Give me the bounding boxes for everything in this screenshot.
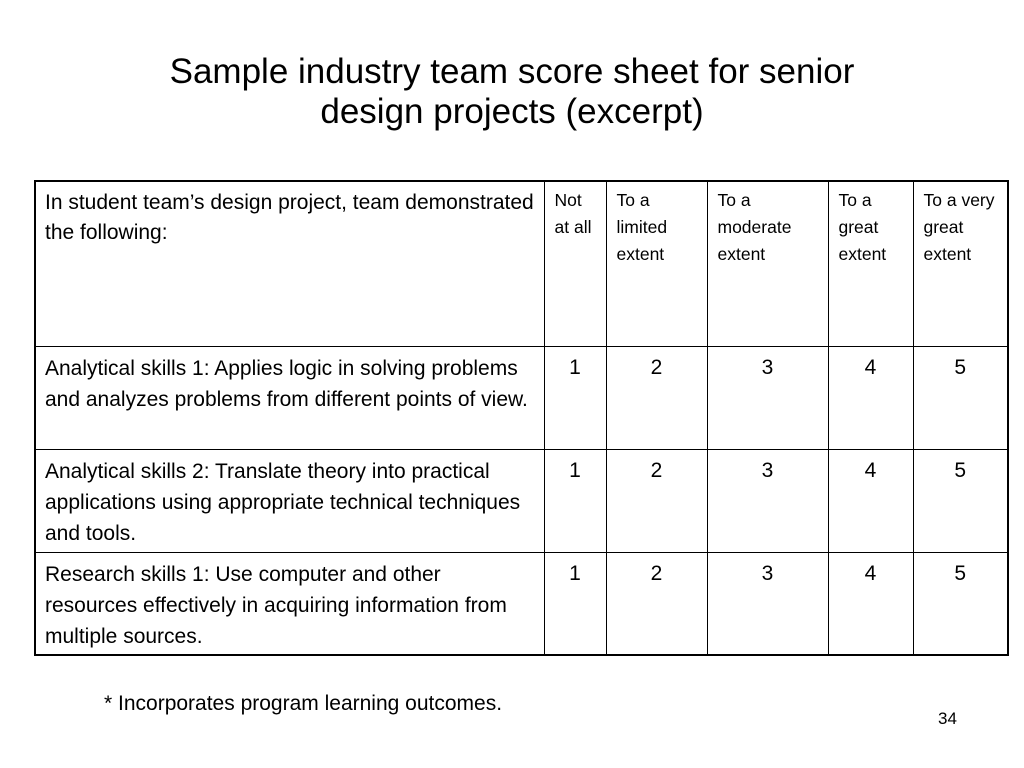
table-row <box>35 552 1008 655</box>
score-cell: 1 <box>544 449 606 552</box>
score-cell: 2 <box>606 449 707 552</box>
scale-header-very-great: To a very great extent <box>913 181 1008 346</box>
criterion-cell: Analytical skills 1: Applies logic in solving problems and analyzes problems from different points of view. <box>35 346 544 449</box>
score-cell: 4 <box>828 346 913 449</box>
criterion-header: In student team’s design project, team demonstrated the following: <box>35 181 544 346</box>
slide-title-line-1: Sample industry team score sheet for senior <box>169 52 855 91</box>
score-cell: 2 <box>606 346 707 449</box>
score-cell: 4 <box>828 552 913 655</box>
slide-title <box>0 52 1024 132</box>
criterion-cell: Research skills 1: Use computer and other resources effectively in acquiring information from multiple sources. <box>35 552 544 655</box>
footnote: * Incorporates program learning outcomes. <box>104 692 503 715</box>
score-cell: 3 <box>707 346 828 449</box>
score-cell: 5 <box>913 552 1008 655</box>
scale-header-moderate: To a moderate extent <box>707 181 828 346</box>
score-cell: 3 <box>707 449 828 552</box>
scale-header-not-at-all: Not at all <box>544 181 606 346</box>
score-cell: 5 <box>913 346 1008 449</box>
score-cell: 1 <box>544 346 606 449</box>
score-cell: 1 <box>544 552 606 655</box>
scale-header-limited: To a limited extent <box>606 181 707 346</box>
table-row <box>35 449 1008 552</box>
score-cell: 2 <box>606 552 707 655</box>
scale-header-great: To a great extent <box>828 181 913 346</box>
score-cell: 3 <box>707 552 828 655</box>
score-sheet-table <box>34 180 1009 656</box>
table-header-row <box>35 181 1008 346</box>
slide-title-line-2: design projects (excerpt) <box>320 92 704 131</box>
table-row <box>35 346 1008 449</box>
score-cell: 4 <box>828 449 913 552</box>
score-cell: 5 <box>913 449 1008 552</box>
page-number: 34 <box>938 709 957 728</box>
criterion-cell: Analytical skills 2: Translate theory into practical applications using appropriate technical techniques and tools. <box>35 449 544 552</box>
